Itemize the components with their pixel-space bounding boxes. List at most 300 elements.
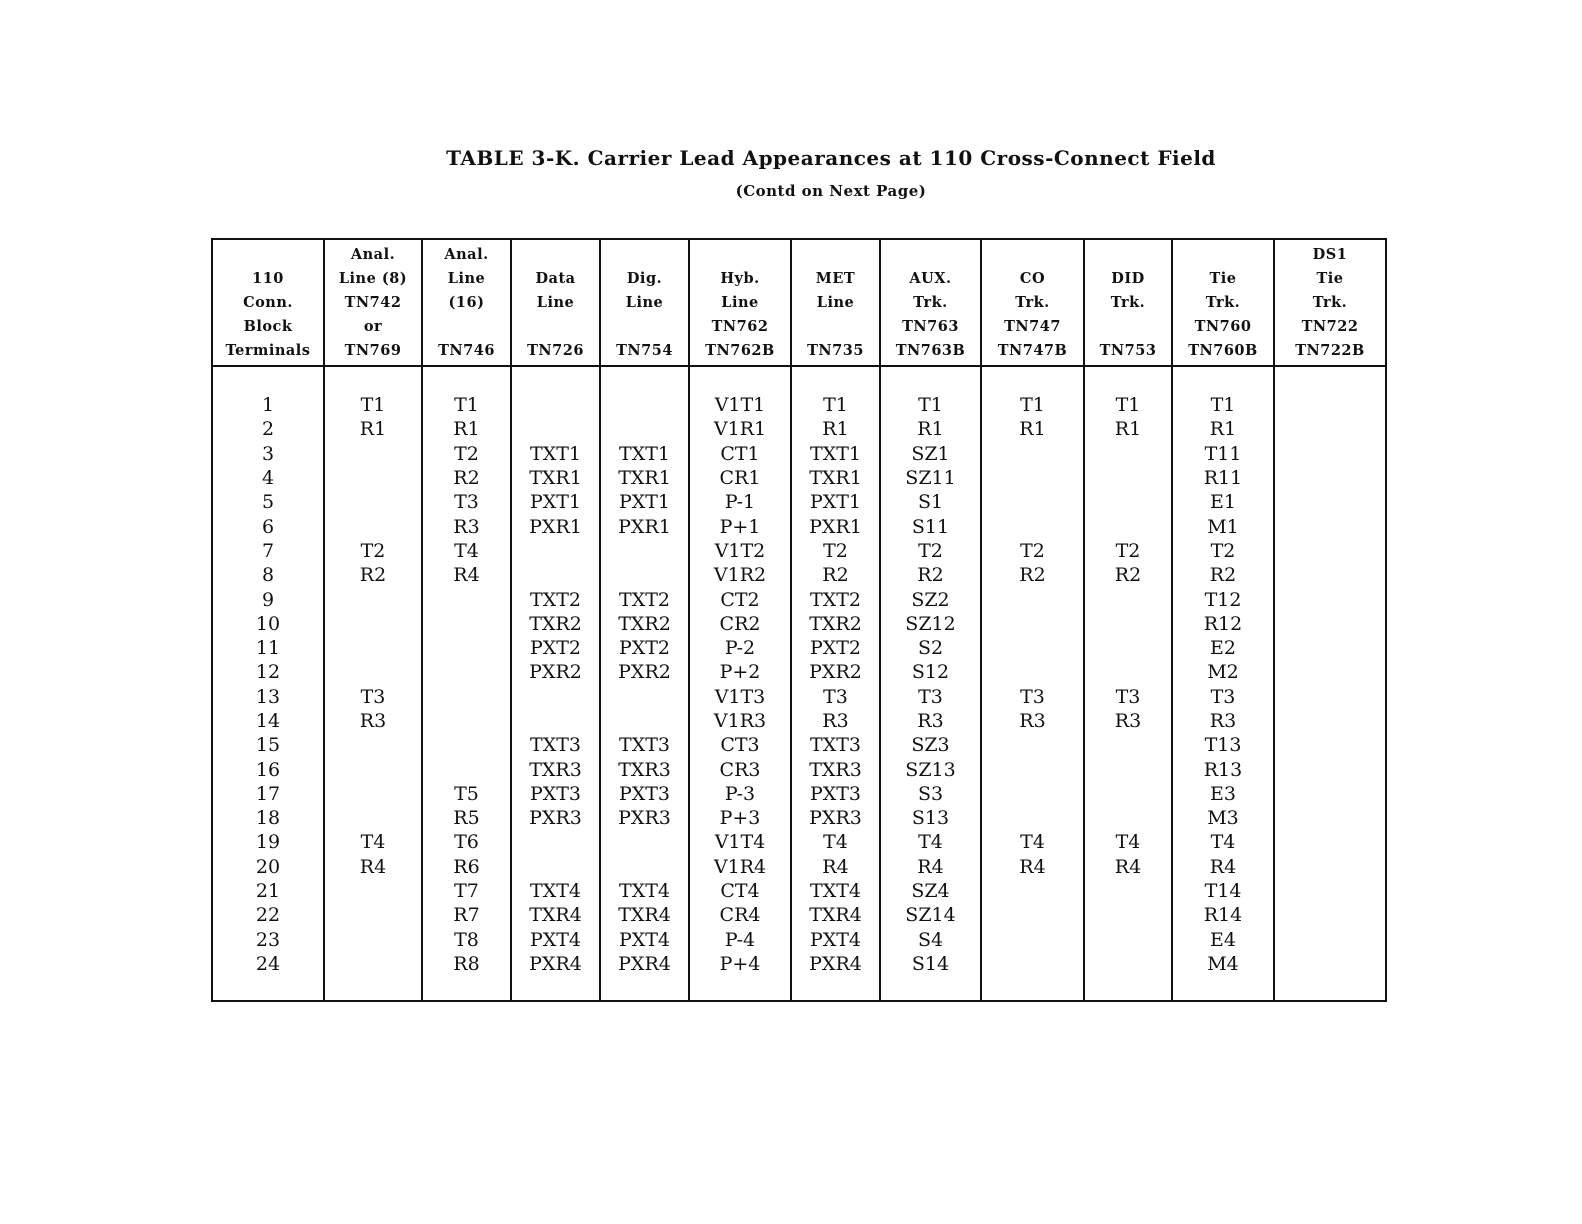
lead-cell: S11 (880, 514, 981, 538)
lead-cell: R4 (880, 855, 981, 879)
column-header-line: TN753 (1099, 342, 1157, 359)
terminal-number-cell: 18 (212, 806, 324, 830)
terminal-number-cell: 8 (212, 563, 324, 587)
terminal-number-cell: 7 (212, 539, 324, 563)
lead-cell: T5 (422, 782, 511, 806)
lead-cell (1274, 442, 1386, 466)
lead-cell: M4 (1172, 952, 1274, 1001)
lead-cell: PXT1 (600, 490, 689, 514)
table-row (212, 514, 1386, 538)
carrier-lead-table (211, 238, 1387, 1002)
lead-cell: PXT3 (791, 782, 880, 806)
terminal-number-cell: 4 (212, 466, 324, 490)
lead-cell (511, 417, 600, 441)
lead-cell: R2 (791, 563, 880, 587)
column-header-line: TN735 (807, 342, 864, 359)
column-header-line: Terminals (225, 342, 311, 359)
lead-cell: SZ2 (880, 587, 981, 611)
lead-cell: T12 (1172, 587, 1274, 611)
lead-cell: T3 (791, 685, 880, 709)
lead-cell: SZ14 (880, 903, 981, 927)
lead-cell: T4 (1172, 830, 1274, 854)
table-row (212, 830, 1386, 854)
lead-cell: PXT3 (511, 782, 600, 806)
lead-cell: PXR3 (511, 806, 600, 830)
lead-cell (600, 563, 689, 587)
lead-cell: V1T2 (689, 539, 791, 563)
terminal-number-cell: 10 (212, 612, 324, 636)
column-header-line: Line (447, 270, 486, 287)
lead-cell: R1 (324, 417, 422, 441)
lead-cell (1084, 928, 1172, 952)
lead-cell: E2 (1172, 636, 1274, 660)
lead-cell (422, 757, 511, 781)
table-row (212, 587, 1386, 611)
lead-cell: TXT3 (600, 733, 689, 757)
lead-cell: T13 (1172, 733, 1274, 757)
lead-cell: PXR4 (600, 952, 689, 1001)
lead-cell (1274, 660, 1386, 684)
lead-cell (600, 417, 689, 441)
lead-cell: T1 (422, 366, 511, 417)
lead-cell: P-4 (689, 928, 791, 952)
lead-cell: TXT4 (511, 879, 600, 903)
column-header-line: AUX. (909, 270, 952, 287)
table-row (212, 952, 1386, 1001)
lead-cell: S2 (880, 636, 981, 660)
lead-cell (981, 879, 1084, 903)
lead-cell: PXT4 (791, 928, 880, 952)
lead-cell (1274, 782, 1386, 806)
column-header-line: Tie (1316, 270, 1344, 287)
lead-cell (1084, 903, 1172, 927)
lead-cell: TXR4 (791, 903, 880, 927)
lead-cell (600, 685, 689, 709)
column-header (791, 239, 880, 366)
lead-cell: R6 (422, 855, 511, 879)
column-header (422, 239, 511, 366)
lead-cell: PXR3 (600, 806, 689, 830)
column-header-line: TN726 (527, 342, 584, 359)
lead-cell: SZ1 (880, 442, 981, 466)
lead-cell (1274, 903, 1386, 927)
lead-cell (600, 830, 689, 854)
terminal-number-cell: 21 (212, 879, 324, 903)
lead-cell: CT2 (689, 587, 791, 611)
lead-cell: TXT2 (600, 587, 689, 611)
lead-cell: R13 (1172, 757, 1274, 781)
lead-cell: S14 (880, 952, 981, 1001)
table-row (212, 466, 1386, 490)
table-row (212, 366, 1386, 417)
lead-cell: PXR2 (511, 660, 600, 684)
column-header (880, 239, 981, 366)
lead-cell: S3 (880, 782, 981, 806)
terminal-number-cell: 11 (212, 636, 324, 660)
terminal-number-cell: 9 (212, 587, 324, 611)
lead-cell (324, 587, 422, 611)
lead-cell (1274, 685, 1386, 709)
column-header-line: Anal. (444, 246, 489, 263)
lead-cell (324, 466, 422, 490)
lead-cell: T3 (1172, 685, 1274, 709)
lead-cell (324, 757, 422, 781)
table-row (212, 733, 1386, 757)
table-title: TABLE 3-K. Carrier Lead Appearances at 110 Cross-Connect Field (446, 146, 1216, 170)
column-header (1172, 239, 1274, 366)
lead-cell: P-2 (689, 636, 791, 660)
lead-cell: SZ13 (880, 757, 981, 781)
lead-cell (1084, 466, 1172, 490)
lead-cell: TXR1 (791, 466, 880, 490)
lead-cell (511, 709, 600, 733)
lead-cell: TXT1 (600, 442, 689, 466)
lead-cell (324, 660, 422, 684)
terminal-number-cell: 2 (212, 417, 324, 441)
lead-cell (981, 612, 1084, 636)
lead-cell: E4 (1172, 928, 1274, 952)
lead-cell: T2 (981, 539, 1084, 563)
lead-cell: PXT3 (600, 782, 689, 806)
lead-cell: PXT2 (791, 636, 880, 660)
lead-cell (600, 366, 689, 417)
lead-cell (1274, 366, 1386, 417)
column-header (324, 239, 422, 366)
column-header-line: TN746 (438, 342, 495, 359)
lead-cell: TXR2 (600, 612, 689, 636)
lead-cell: PXT1 (511, 490, 600, 514)
lead-cell (1084, 587, 1172, 611)
lead-cell (1084, 636, 1172, 660)
column-header-line (792, 315, 879, 339)
table-row (212, 903, 1386, 927)
lead-cell (1084, 612, 1172, 636)
lead-cell (324, 442, 422, 466)
lead-cell (981, 514, 1084, 538)
lead-cell: R4 (981, 855, 1084, 879)
lead-cell: V1T3 (689, 685, 791, 709)
lead-cell (981, 757, 1084, 781)
lead-cell (981, 466, 1084, 490)
lead-cell (1274, 490, 1386, 514)
lead-cell: TXT2 (511, 587, 600, 611)
terminal-number-cell: 15 (212, 733, 324, 757)
lead-cell (324, 612, 422, 636)
lead-cell: TXR4 (511, 903, 600, 927)
lead-cell (1084, 514, 1172, 538)
lead-cell (1084, 490, 1172, 514)
column-header-line: Trk. (1015, 294, 1050, 311)
lead-cell: R7 (422, 903, 511, 927)
lead-cell: P+2 (689, 660, 791, 684)
lead-cell: P-3 (689, 782, 791, 806)
terminal-number-cell: 12 (212, 660, 324, 684)
column-header (1084, 239, 1172, 366)
lead-cell: TXT1 (511, 442, 600, 466)
column-header-line: Line (8) (338, 270, 408, 287)
lead-cell: V1T4 (689, 830, 791, 854)
column-header-line: Line (816, 294, 855, 311)
lead-cell: V1R1 (689, 417, 791, 441)
lead-cell: PXR2 (600, 660, 689, 684)
lead-cell (324, 636, 422, 660)
lead-cell: PXR1 (511, 514, 600, 538)
lead-cell: R2 (1084, 563, 1172, 587)
column-header (1274, 239, 1386, 366)
lead-cell (1274, 709, 1386, 733)
table-row (212, 782, 1386, 806)
table-row (212, 928, 1386, 952)
lead-cell: T2 (422, 442, 511, 466)
lead-cell: R4 (324, 855, 422, 879)
column-header-line (1085, 315, 1171, 339)
lead-cell: S13 (880, 806, 981, 830)
lead-cell: E1 (1172, 490, 1274, 514)
lead-cell (1084, 952, 1172, 1001)
column-header-line: Line (721, 294, 759, 311)
header-row (212, 239, 1386, 366)
lead-cell (981, 587, 1084, 611)
table-row (212, 539, 1386, 563)
column-header-line: TN760B (1188, 342, 1258, 359)
lead-cell: R3 (324, 709, 422, 733)
lead-cell: T3 (324, 685, 422, 709)
column-header-line: TN747 (1004, 318, 1061, 335)
lead-cell (981, 806, 1084, 830)
lead-cell (1084, 442, 1172, 466)
lead-cell: T4 (981, 830, 1084, 854)
table-row (212, 442, 1386, 466)
lead-cell (511, 563, 600, 587)
lead-cell (1084, 660, 1172, 684)
lead-cell: V1R4 (689, 855, 791, 879)
lead-cell: TXR2 (791, 612, 880, 636)
lead-cell: M3 (1172, 806, 1274, 830)
table-row (212, 806, 1386, 830)
lead-cell: R1 (791, 417, 880, 441)
terminal-number-cell: 19 (212, 830, 324, 854)
lead-cell: T3 (880, 685, 981, 709)
lead-cell: TXR3 (600, 757, 689, 781)
terminal-number-cell: 5 (212, 490, 324, 514)
lead-cell (511, 855, 600, 879)
column-header-line: Trk. (1205, 294, 1241, 311)
lead-cell (324, 928, 422, 952)
lead-cell (1274, 952, 1386, 1001)
lead-cell: V1R2 (689, 563, 791, 587)
column-header-line: DS1 (1312, 246, 1348, 263)
column-header-line: Hyb. (720, 270, 760, 287)
lead-cell (981, 952, 1084, 1001)
table-body (212, 366, 1386, 1001)
column-header-line: TN762B (705, 342, 775, 359)
lead-cell: R1 (1172, 417, 1274, 441)
terminal-number-cell: 24 (212, 952, 324, 1001)
lead-cell: S1 (880, 490, 981, 514)
lead-cell: T3 (1084, 685, 1172, 709)
lead-cell: SZ4 (880, 879, 981, 903)
lead-cell: PXT1 (791, 490, 880, 514)
table-row (212, 417, 1386, 441)
lead-cell: T3 (981, 685, 1084, 709)
column-header-line: CO (1019, 270, 1046, 287)
column-header-line: TN763 (902, 318, 959, 335)
column-header (511, 239, 600, 366)
lead-cell: CT1 (689, 442, 791, 466)
lead-cell (1274, 514, 1386, 538)
lead-cell: T4 (422, 539, 511, 563)
lead-cell: CR2 (689, 612, 791, 636)
lead-cell (324, 514, 422, 538)
lead-cell: PXT4 (600, 928, 689, 952)
lead-cell: T14 (1172, 879, 1274, 903)
lead-cell: CT4 (689, 879, 791, 903)
lead-cell (1274, 466, 1386, 490)
lead-cell: T2 (1084, 539, 1172, 563)
lead-cell: T2 (1172, 539, 1274, 563)
column-header (689, 239, 791, 366)
lead-cell: TXR2 (511, 612, 600, 636)
column-header-line: (16) (448, 294, 485, 311)
lead-cell (422, 636, 511, 660)
column-header-line: TN769 (344, 342, 402, 359)
lead-cell: T1 (880, 366, 981, 417)
lead-cell (981, 490, 1084, 514)
lead-cell: R11 (1172, 466, 1274, 490)
lead-cell: R8 (422, 952, 511, 1001)
lead-cell (1274, 636, 1386, 660)
lead-cell: T2 (880, 539, 981, 563)
column-header-line: MET (815, 270, 856, 287)
column-header-line: Anal. (350, 246, 396, 263)
lead-cell (1274, 830, 1386, 854)
lead-cell (1274, 563, 1386, 587)
lead-cell: R4 (791, 855, 880, 879)
column-header-line: TN762 (711, 318, 769, 335)
lead-cell (1084, 782, 1172, 806)
lead-cell: PXR1 (791, 514, 880, 538)
table-row (212, 709, 1386, 733)
table-row (212, 660, 1386, 684)
terminal-number-cell: 22 (212, 903, 324, 927)
lead-cell: PXR4 (511, 952, 600, 1001)
lead-cell: PXT4 (511, 928, 600, 952)
lead-cell: TXT4 (791, 879, 880, 903)
lead-cell: P+3 (689, 806, 791, 830)
table-row (212, 757, 1386, 781)
column-header-line: Tie (1209, 270, 1237, 287)
lead-cell (1274, 928, 1386, 952)
column-header-line: Trk. (1110, 294, 1146, 311)
lead-cell (1274, 855, 1386, 879)
lead-cell: T1 (1084, 366, 1172, 417)
lead-cell: PXR1 (600, 514, 689, 538)
column-header (981, 239, 1084, 366)
table-row (212, 855, 1386, 879)
terminal-number-cell: 20 (212, 855, 324, 879)
lead-cell: V1T1 (689, 366, 791, 417)
column-header-line: 110 (252, 270, 284, 287)
lead-cell (981, 928, 1084, 952)
lead-cell: T1 (791, 366, 880, 417)
lead-cell: T4 (791, 830, 880, 854)
lead-cell (981, 782, 1084, 806)
column-header (600, 239, 689, 366)
terminal-number-cell: 3 (212, 442, 324, 466)
column-header (212, 239, 324, 366)
lead-cell (981, 442, 1084, 466)
lead-cell: TXT3 (791, 733, 880, 757)
table-row (212, 636, 1386, 660)
lead-cell (981, 636, 1084, 660)
lead-cell (1084, 806, 1172, 830)
column-header-line: Dig. (626, 270, 663, 287)
lead-cell: T3 (422, 490, 511, 514)
lead-cell: TXT1 (791, 442, 880, 466)
lead-cell (511, 830, 600, 854)
table-row (212, 612, 1386, 636)
lead-cell: CR1 (689, 466, 791, 490)
lead-cell: R3 (1172, 709, 1274, 733)
lead-cell (981, 660, 1084, 684)
column-header-line: TN754 (616, 342, 673, 359)
table-subtitle: (Contd on Next Page) (735, 182, 927, 200)
lead-cell (324, 733, 422, 757)
lead-cell (1084, 733, 1172, 757)
lead-cell: P+4 (689, 952, 791, 1001)
lead-cell: T1 (981, 366, 1084, 417)
lead-cell: T1 (324, 366, 422, 417)
lead-cell: T1 (1172, 366, 1274, 417)
lead-cell (1274, 587, 1386, 611)
lead-cell (600, 709, 689, 733)
lead-cell (422, 709, 511, 733)
lead-cell: R1 (422, 417, 511, 441)
lead-cell (324, 952, 422, 1001)
lead-cell (1274, 757, 1386, 781)
terminal-number-cell: 23 (212, 928, 324, 952)
lead-cell: TXT2 (791, 587, 880, 611)
lead-cell: TXR4 (600, 903, 689, 927)
lead-cell: R4 (422, 563, 511, 587)
column-header-line: or (363, 318, 383, 335)
lead-cell: M1 (1172, 514, 1274, 538)
table-row (212, 490, 1386, 514)
lead-cell (1274, 539, 1386, 563)
lead-cell: R14 (1172, 903, 1274, 927)
lead-cell: PXR4 (791, 952, 880, 1001)
lead-cell (324, 806, 422, 830)
lead-cell (1274, 879, 1386, 903)
lead-cell: T6 (422, 830, 511, 854)
lead-cell (511, 366, 600, 417)
lead-cell: R1 (880, 417, 981, 441)
lead-cell: R1 (1084, 417, 1172, 441)
lead-cell: R3 (791, 709, 880, 733)
column-header-line: Trk. (913, 294, 948, 311)
lead-cell: TXR3 (791, 757, 880, 781)
lead-cell: S12 (880, 660, 981, 684)
column-header-line: Line (536, 294, 575, 311)
terminal-number-cell: 14 (212, 709, 324, 733)
column-header-line: TN763B (895, 342, 966, 359)
table-row (212, 685, 1386, 709)
terminal-number-cell: 1 (212, 366, 324, 417)
lead-cell: PXT2 (511, 636, 600, 660)
lead-cell (1084, 879, 1172, 903)
column-header-line (423, 315, 510, 339)
lead-cell: P+1 (689, 514, 791, 538)
